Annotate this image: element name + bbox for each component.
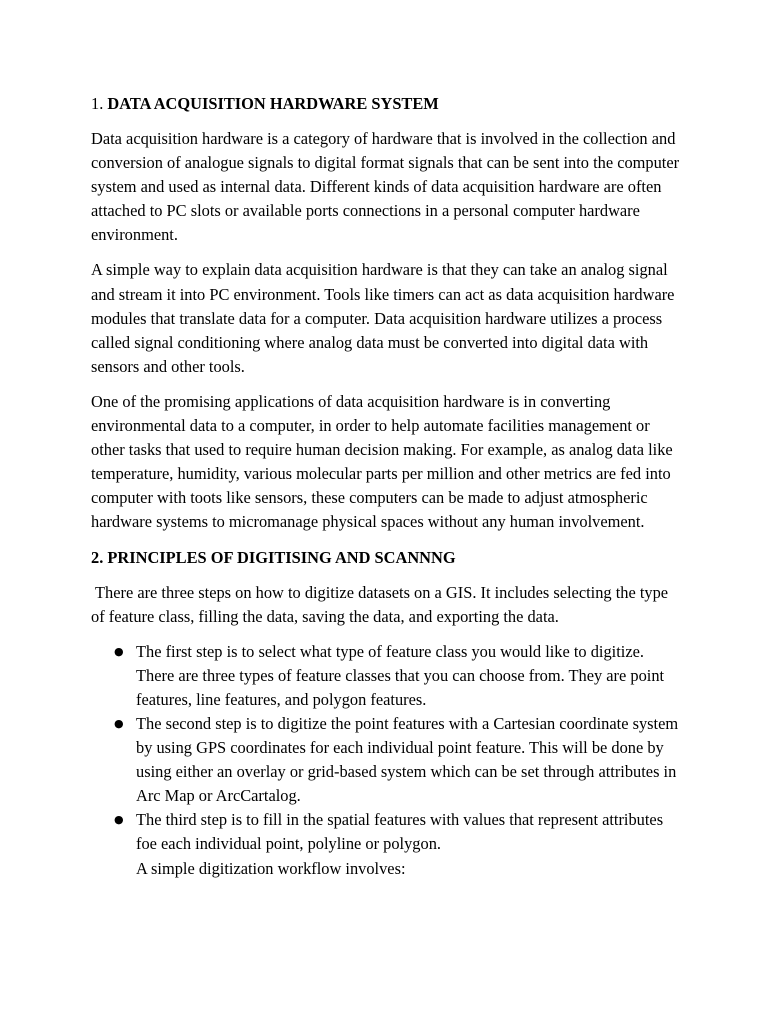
step-text: The first step is to select what type of feature class you would like to digitize. There are three types of feature classes that you can choose from. They are point features, line features, and polygon features. xyxy=(136,641,665,709)
steps-list xyxy=(91,640,680,857)
section-1-heading xyxy=(91,92,680,116)
section-1-title: DATA ACQUISITION HARDWARE SYSTEM xyxy=(107,94,439,113)
section-1-paragraph-3: One of the promising applications of data acquisition hardware is in converting environmental data to a computer, in order to help automate facilities management or other tasks that used to require human decision making. For example, as analog data like temperature, humidity, various molecular parts per million and other metrics are fed into computer with toots like sensors, these computers can be made to adjust atmospheric hardware systems to micromanage physical spaces without any human involvement. xyxy=(91,391,673,532)
bullet-icon: ● xyxy=(114,716,124,730)
bullet-icon: ● xyxy=(114,813,124,827)
list-item xyxy=(91,640,680,712)
section-1-paragraph-2: A simple way to explain data acquisition hardware is that they can take an analog signal and stream it into PC environment. Tools like timers can act as data acquisition hardware modules that translate data for a computer. Data acquisition hardware utilizes a process called signal conditioning where analog data must be converted into digital data with sensors and other tools. xyxy=(91,260,675,376)
list-item xyxy=(91,808,680,856)
section-1-number: 1. xyxy=(91,94,104,113)
section-1-paragraph-1: Data acquisition hardware is a category of hardware that is involved in the collection and conversion of analogue signals to digital format signals that can be sent into the computer system and used as internal data. Different kinds of data acquisition hardware are often attached to PC slots or available ports connections in a personal computer hardware environment. xyxy=(91,129,680,245)
section-2-heading: 2. PRINCIPLES OF DIGITISING AND SCANNNG xyxy=(91,547,456,567)
bullet-icon: ● xyxy=(114,644,124,658)
workflow-intro-line: A simple digitization workflow involves: xyxy=(136,858,406,878)
section-2-intro: There are three steps on how to digitize datasets on a GIS. It includes selecting the type of feature class, filling the data, saving the data, and exporting the data. xyxy=(91,582,669,626)
step-text: The second step is to digitize the point features with a Cartesian coordinate system by using GPS coordinates for each individual point feature. This will be done by using either an overlay or grid-based system which can be set through attributes in Arc Map or ArcCartalog. xyxy=(136,713,679,806)
list-item xyxy=(91,712,680,808)
step-text: The third step is to fill in the spatial features with values that represent attributes foe each individual point, polyline or polygon. xyxy=(136,810,664,854)
